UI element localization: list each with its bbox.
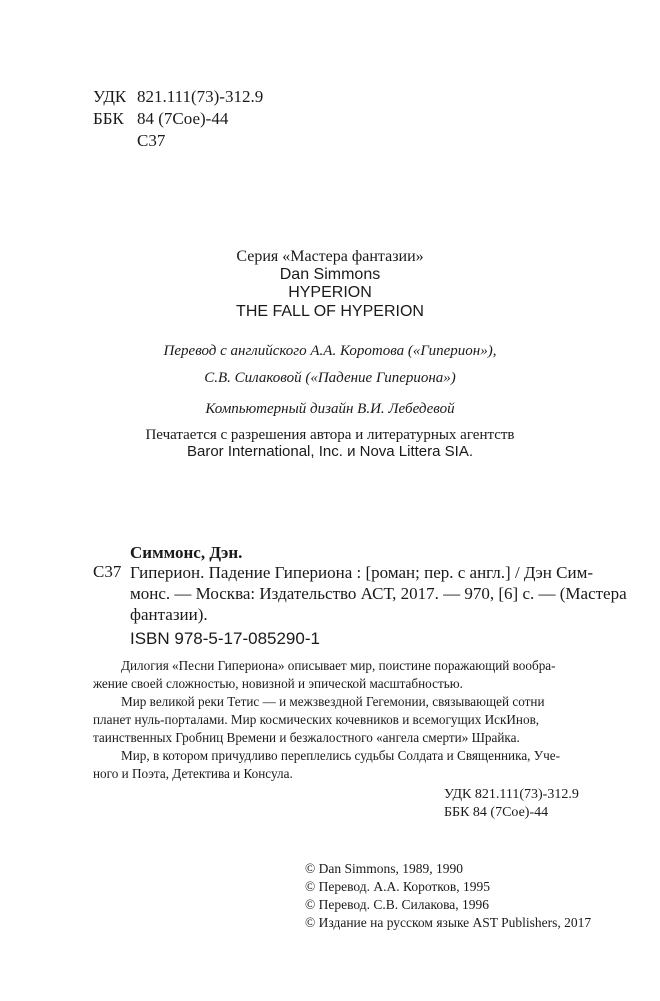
udk-footer [444, 786, 579, 822]
series-name: Серия «Мастера фантазии» [236, 248, 424, 265]
design-credit: Компьютерный дизайн В.И. Лебедевой [205, 401, 455, 417]
original-title-2: THE FALL OF HYPERION [236, 303, 424, 320]
bbk-label: ББК [93, 109, 124, 128]
original-title-1: HYPERION [288, 284, 372, 301]
biblio-line: Гиперион. Падение Гипериона : [роман; пер. с англ.] / Дэн Сим- [130, 563, 594, 582]
bibliographic-description [130, 562, 627, 625]
annotation [93, 657, 600, 783]
copyright-block [305, 860, 591, 932]
catalog-code: С37 [93, 562, 122, 581]
bbk-value: 84 (7Сое)-44 [137, 109, 229, 128]
translation-credit-1: Перевод с английского А.А. Коротова («Гиперион»), [163, 343, 497, 359]
copyright-line: © Издание на русском языке AST Publishers, 2017 [305, 915, 592, 930]
biblio-line: фантазии). [130, 605, 208, 624]
annotation-line: таинственных Гробниц Времени и безжалостного «ангела смерти» Шрайка. [93, 730, 520, 745]
annotation-line: планет нуль-порталами. Мир космических кочевников и всемогущих ИскИнов, [93, 712, 540, 727]
permission-line-1: Печатается с разрешения автора и литературных агентств [145, 427, 515, 443]
translation-credit-2: С.В. Силаковой («Падение Гипериона») [204, 370, 456, 386]
isbn: ISBN 978-5-17-085290-1 [130, 629, 320, 648]
copyright-line: © Dan Simmons, 1989, 1990 [305, 861, 464, 876]
udk-bbk-block [93, 86, 263, 152]
annotation-line: Мир, в котором причудливо переплелись судьбы Солдата и Священника, Учe- [121, 748, 560, 763]
catalog-author: Симмонс, Дэн. [130, 543, 243, 562]
annotation-line: жение своей сложностью, новизной и эпической масштабностью. [93, 676, 463, 691]
permission-line-2: Baror International, Inc. и Nova Littera SIA. [186, 443, 474, 460]
udk-label: УДК [93, 87, 127, 106]
udk-value: 821.111(73)-312.9 [137, 87, 264, 106]
author-code: С37 [137, 131, 166, 150]
udk-footer-bbk: ББК 84 (7Сое)-44 [444, 805, 549, 820]
author-name-en: Dan Simmons [279, 266, 381, 283]
biblio-line: монс. — Москва: Издательство АСТ, 2017. — 970, [6] с. — (Мастера [130, 584, 627, 603]
copyright-line: © Перевод. С.В. Силакова, 1996 [305, 897, 490, 912]
udk-footer-udk: УДК 821.111(73)-312.9 [444, 787, 579, 802]
annotation-line: Мир великой реки Тетис — и межзвездной Гегемонии, связывающей сотни [121, 694, 545, 709]
annotation-line: Дилогия «Песни Гипериона» описывает мир, поистине поражающий вообра- [121, 658, 556, 673]
annotation-line: ного и Поэта, Детектива и Консула. [93, 766, 293, 781]
copyright-line: © Перевод. А.А. Коротков, 1995 [305, 879, 491, 894]
